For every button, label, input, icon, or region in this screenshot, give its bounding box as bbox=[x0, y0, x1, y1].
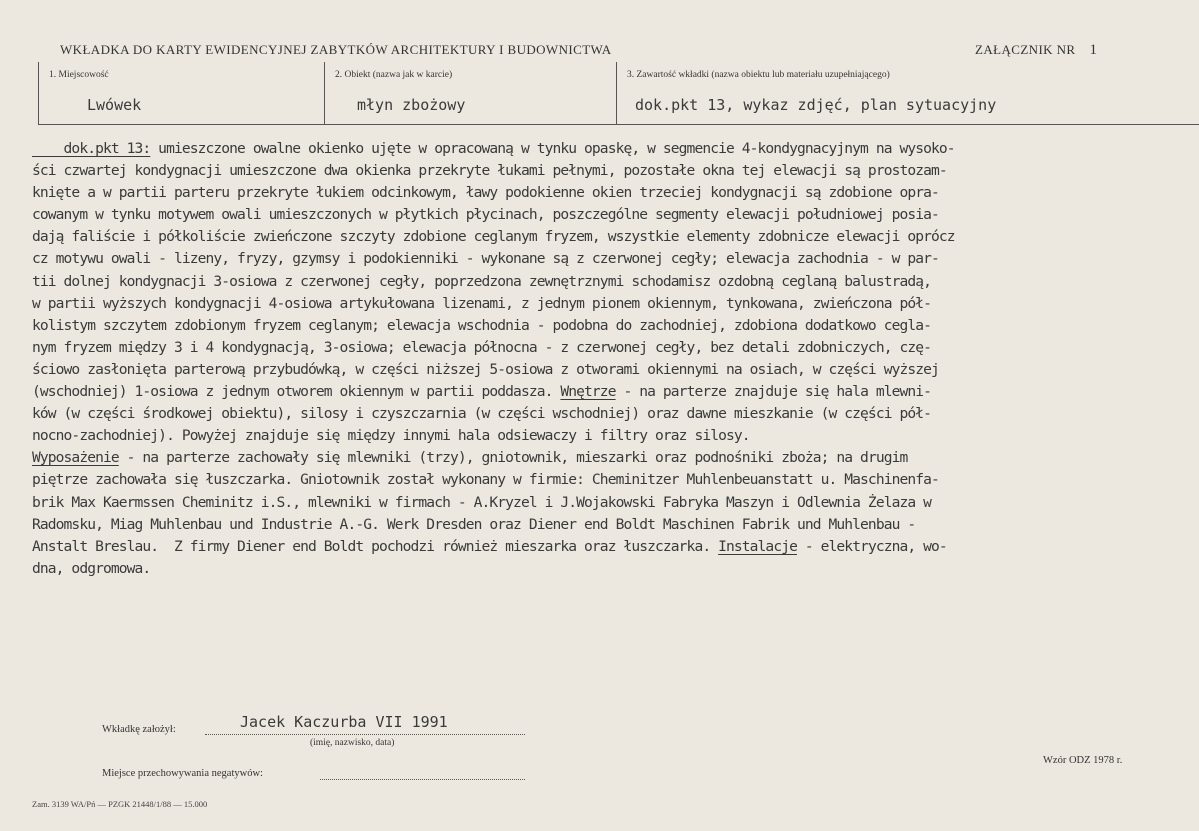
object-cell bbox=[324, 62, 617, 124]
description-line bbox=[32, 226, 1197, 248]
description-line bbox=[32, 514, 1197, 536]
text-segment: kolistym szczytem zdobionym fryzem ceglanym; elewacja wschodnia - podobna do zachodniej, zdobiona dodatkowo cegla- bbox=[32, 316, 932, 334]
text-segment: brik Max Kaermssen Cheminitz i.S., mlewniki w firmach - A.Kryzel i J.Wojakowski Fabryka Maszyn i Odlewnia Żelaza w bbox=[32, 493, 932, 511]
text-segment: tii dolnej kondygnacji 3-osiowa z czerwonej cegły, poprzedzona zewnętrznymi schodamisz ozdobną ceglaną balustradą, bbox=[32, 272, 932, 290]
description-line bbox=[32, 381, 1197, 403]
description-line bbox=[32, 293, 1197, 315]
text-segment: cowanym w tynku motywem owali umieszczonych w płytkich płycinach, poszczególne segmenty elewacji południowej posia- bbox=[32, 206, 939, 224]
underlined-heading: Wyposażenie bbox=[32, 449, 119, 467]
header-title: WKŁADKA DO KARTY EWIDENCYJNEJ ZABYTKÓW ARCHITEKTURY I BUDOWNICTWA bbox=[60, 42, 612, 57]
text-segment: ków (w części środkowej obiektu), silosy i czyszczarnia (w części wschodniej) oraz dawne mieszkanie (w części pół- bbox=[32, 405, 932, 423]
pattern-label: Wzór ODZ 1978 r. bbox=[1043, 755, 1123, 766]
print-info: Zam. 3139 WA/Pń — PZGK 21448/1/88 — 15.000 bbox=[32, 799, 208, 809]
locality-value: Lwówek bbox=[87, 96, 142, 114]
text-segment: Anstalt Breslau. Z firmy Diener end Boldt pochodzi również mieszarka oraz łuszczarka. bbox=[32, 537, 719, 555]
text-segment: nym fryzem między 3 i 4 kondygnacją, 3-osiowa; elewacja północna - z czerwonej cegły, bez detali zdobniczych, czę- bbox=[32, 338, 932, 356]
text-segment: nocno-zachodniej). Powyżej znajduje się między innymi hala odsiewaczy i filtry oraz silosy. bbox=[32, 427, 750, 445]
description-line bbox=[32, 403, 1197, 425]
text-segment: piętrze zachowała się łuszczarka. Gniotownik został wykonany w firmie: Cheminitzer Muhlenbeuanstatt u. Maschinenfa- bbox=[32, 471, 939, 489]
description-line bbox=[32, 138, 1197, 160]
locality-cell bbox=[38, 62, 325, 124]
description-line bbox=[32, 492, 1197, 514]
description-line bbox=[32, 204, 1197, 226]
description-line bbox=[32, 248, 1197, 270]
text-segment: - na parterze znajduje się hala mlewni- bbox=[615, 383, 932, 401]
founder-value: Jacek Kaczurba VII 1991 bbox=[240, 713, 448, 731]
fields-row bbox=[38, 62, 1199, 125]
text-segment: cz motywu owali - lizeny, fryzy, gzymsy i podokienniki - wykonane są z czerwonej cegły; elewacja zachodnia - w par- bbox=[32, 250, 939, 268]
annex-label bbox=[975, 42, 1097, 59]
text-segment: - elektryczna, wo- bbox=[796, 537, 947, 555]
description-line bbox=[32, 182, 1197, 204]
description-line bbox=[32, 425, 1197, 447]
text-segment: dna, odgromowa. bbox=[32, 559, 151, 577]
contents-label: 3. Zawartość wkładki (nazwa obiektu lub materiału uzupełniającego) bbox=[627, 70, 890, 80]
description-line bbox=[32, 359, 1197, 381]
description-text bbox=[32, 138, 1197, 580]
locality-label: 1. Miejscowość bbox=[49, 70, 109, 80]
description-line bbox=[32, 160, 1197, 182]
founder-label: Wkładkę założył: bbox=[102, 724, 176, 735]
text-segment: w partii wyższych kondygnacji 4-osiowa artykułowana lizenami, z jednym pionem okiennym, tynkowana, zwieńczona pół- bbox=[32, 294, 932, 312]
description-line bbox=[32, 536, 1197, 558]
text-segment: ściowo zasłonięta parterową przybudówką, w części niższej 5-osiowa z otworami okiennymi na osiach, w części wyższej bbox=[32, 360, 939, 378]
description-line bbox=[32, 469, 1197, 491]
contents-cell bbox=[616, 62, 1199, 124]
text-segment: knięte a w partii parteru przekryte łukiem odcinkowym, ławy podokienne okien trzeciej kondygnacji są zdobione opra- bbox=[32, 184, 939, 202]
founder-hint: (imię, nazwisko, data) bbox=[310, 738, 395, 748]
description-line bbox=[32, 271, 1197, 293]
text-segment: (wschodniej) 1-osiowa z jednym otworem okiennym w partii poddasza. bbox=[32, 383, 561, 401]
underlined-heading: Wnętrze bbox=[560, 383, 616, 401]
contents-value: dok.pkt 13, wykaz zdjęć, plan sytuacyjny bbox=[635, 96, 997, 114]
founder-line bbox=[205, 734, 525, 735]
negatives-label: Miejsce przechowywania negatywów: bbox=[102, 768, 263, 779]
description-line bbox=[32, 337, 1197, 359]
text-segment: ści czwartej kondygnacji umieszczone dwa okienka przekryte łukami pełnymi, pozostałe okna tej elewacji są prostozam- bbox=[32, 162, 947, 180]
description-line bbox=[32, 558, 1197, 580]
annex-label-text: ZAŁĄCZNIK NR bbox=[975, 42, 1076, 57]
text-segment: - na parterze zachowały się mlewniki (trzy), gniotownik, mieszarki oraz podnośniki zboża; na drugim bbox=[118, 449, 908, 467]
description-line bbox=[32, 315, 1197, 337]
text-segment: umieszczone owalne okienko ujęte w opracowaną w tynku opaskę, w segmencie 4-kondygnacyjnym na wysoko- bbox=[150, 140, 955, 157]
underlined-heading: Instalacje bbox=[718, 537, 797, 555]
object-label: 2. Obiekt (nazwa jak w karcie) bbox=[335, 70, 453, 80]
text-segment: dają faliście i półkoliście zwieńczone szczyty zdobione ceglanym fryzem, wszystkie elementy zdobnicze elewacji oprócz bbox=[32, 228, 955, 246]
underlined-heading: dok.pkt 13: bbox=[32, 140, 151, 157]
annex-number: 1 bbox=[1089, 42, 1098, 58]
text-segment: Radomsku, Miag Muhlenbau und Industrie A.-G. Werk Dresden oraz Diener end Boldt Maschinen Fabrik und Muhlenbau - bbox=[32, 515, 916, 533]
description-line bbox=[32, 447, 1197, 469]
object-value: młyn zbożowy bbox=[357, 96, 466, 114]
negatives-line bbox=[320, 779, 525, 780]
